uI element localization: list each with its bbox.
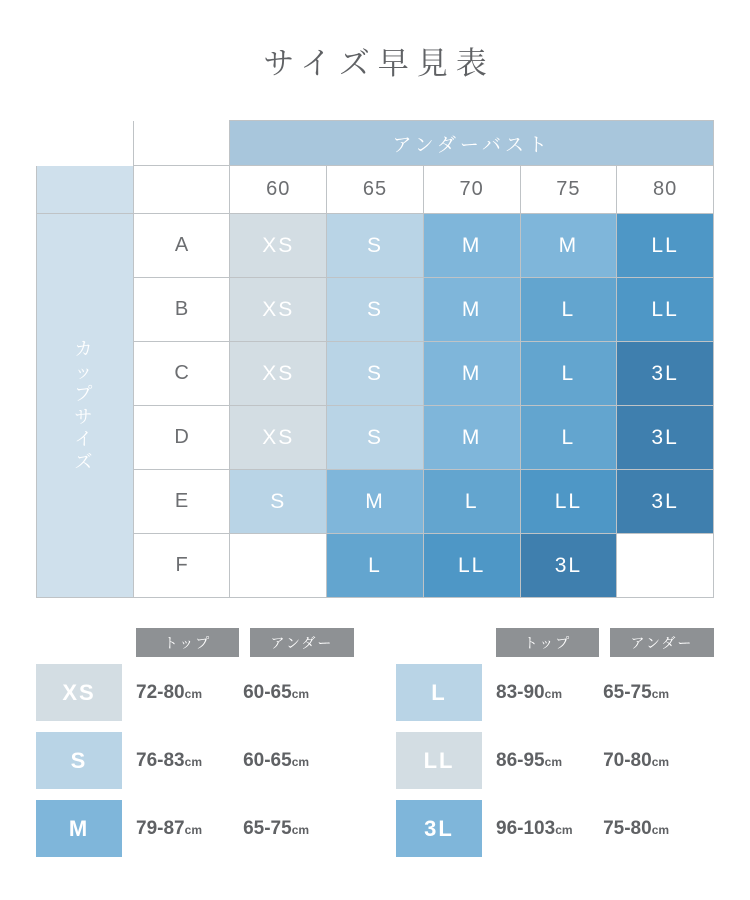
cup-row-C: C <box>133 342 230 406</box>
unit-label: cm <box>291 822 310 837</box>
table-row <box>37 342 714 406</box>
cell-D-80: 3L <box>617 406 714 470</box>
cup-axis-char-4: サ <box>74 406 96 427</box>
cell-B-70: M <box>423 278 520 342</box>
underbust-60: 60 <box>230 166 327 214</box>
cell-C-65: S <box>327 342 424 406</box>
legend-top-value-l: 83-90 <box>496 681 545 703</box>
table-row <box>37 406 714 470</box>
legend-under-s <box>243 750 354 772</box>
legend-top-l <box>492 682 603 704</box>
cell-A-80: LL <box>617 214 714 278</box>
legend-under-3l <box>603 818 714 840</box>
cell-F-65: L <box>327 534 424 598</box>
legend-badge-3l: 3L <box>396 800 482 857</box>
cup-axis-char-6: ズ <box>74 451 96 472</box>
cup-axis-char-1: カ <box>74 339 96 359</box>
cell-C-70: M <box>423 342 520 406</box>
cell-E-80: 3L <box>617 470 714 534</box>
list-item <box>396 800 714 857</box>
unit-label: cm <box>184 822 202 837</box>
cell-B-75: L <box>520 278 617 342</box>
list-item <box>36 732 354 789</box>
legend-header-top-left: トップ <box>136 628 239 657</box>
legend-under-value-ll: 70-80 <box>603 749 652 771</box>
legend-column-left <box>36 628 354 868</box>
cell-E-65: M <box>327 470 424 534</box>
legend-header-under-left: アンダー <box>250 628 354 657</box>
cell-A-60: XS <box>230 214 327 278</box>
corner-blank-cell-2 <box>133 121 230 166</box>
unit-label: cm <box>544 686 562 701</box>
cell-C-80: 3L <box>617 342 714 406</box>
legend-badge-l: L <box>396 664 482 721</box>
cell-B-80: LL <box>617 278 714 342</box>
table-header-row <box>37 121 714 166</box>
legend-top-value-ll: 86-95 <box>496 749 545 771</box>
unit-label: cm <box>555 822 573 837</box>
cup-axis-char-2: ッ <box>74 361 96 382</box>
underbust-70: 70 <box>423 166 520 214</box>
cell-F-80 <box>617 534 714 598</box>
underbust-80: 80 <box>617 166 714 214</box>
unit-label: cm <box>184 686 202 701</box>
unit-label: cm <box>291 754 310 769</box>
cell-A-65: S <box>327 214 424 278</box>
legend-badge-xs: XS <box>36 664 122 721</box>
legend-top-m <box>132 818 243 840</box>
cell-E-75: LL <box>520 470 617 534</box>
table-row <box>37 534 714 598</box>
legend-under-l <box>603 682 714 704</box>
cell-B-60: XS <box>230 278 327 342</box>
legend-under-value-xs: 60-65 <box>243 681 292 703</box>
cell-B-65: S <box>327 278 424 342</box>
cup-row-F: F <box>133 534 230 598</box>
legend-header-under-right: アンダー <box>610 628 714 657</box>
cell-D-65: S <box>327 406 424 470</box>
cup-axis-char-3: プ <box>74 384 96 404</box>
legend-top-value-m: 79-87 <box>136 817 185 839</box>
unit-label: cm <box>651 686 670 701</box>
legend-under-value-l: 65-75 <box>603 681 652 703</box>
legend-header-left <box>36 628 354 657</box>
cell-F-75: 3L <box>520 534 617 598</box>
cup-row-A: A <box>133 214 230 278</box>
legend-under-value-s: 60-65 <box>243 749 292 771</box>
legend-top-value-xs: 72-80 <box>136 681 185 703</box>
legend-top-ll <box>492 750 603 772</box>
cell-A-70: M <box>423 214 520 278</box>
cell-D-70: M <box>423 406 520 470</box>
cup-size-axis-label <box>37 214 134 598</box>
subheader-blank <box>133 166 230 214</box>
cup-row-B: B <box>133 278 230 342</box>
legend-under-m <box>243 818 354 840</box>
legend-column-right <box>396 628 714 868</box>
cell-A-75: M <box>520 214 617 278</box>
unit-label: cm <box>651 822 670 837</box>
legend-under-value-m: 65-75 <box>243 817 292 839</box>
corner-blank-cell <box>37 121 134 166</box>
cell-C-60: XS <box>230 342 327 406</box>
legend-badge-m: M <box>36 800 122 857</box>
unit-label: cm <box>544 754 562 769</box>
underbust-75: 75 <box>520 166 617 214</box>
cell-D-75: L <box>520 406 617 470</box>
legend-top-value-3l: 96-103 <box>496 817 556 839</box>
cup-axis-top-spacer <box>37 166 134 214</box>
unit-label: cm <box>291 686 310 701</box>
list-item <box>36 664 354 721</box>
legend-header-top-right: トップ <box>496 628 599 657</box>
legend-header-right <box>396 628 714 657</box>
cup-axis-char-5: イ <box>74 429 96 449</box>
table-subheader-row <box>37 166 714 214</box>
cell-C-75: L <box>520 342 617 406</box>
size-matrix-table <box>36 120 714 598</box>
table-row <box>37 214 714 278</box>
cell-E-60: S <box>230 470 327 534</box>
legend-under-ll <box>603 750 714 772</box>
size-legend <box>36 628 714 868</box>
cell-E-70: L <box>423 470 520 534</box>
legend-top-xs <box>132 682 243 704</box>
legend-under-value-3l: 75-80 <box>603 817 652 839</box>
legend-under-xs <box>243 682 354 704</box>
table-row <box>37 470 714 534</box>
list-item <box>396 732 714 789</box>
underbust-header: アンダーバスト <box>230 121 714 166</box>
cup-row-D: D <box>133 406 230 470</box>
list-item <box>396 664 714 721</box>
legend-top-s <box>132 750 243 772</box>
legend-badge-ll: LL <box>396 732 482 789</box>
page-title: サイズ早見表 <box>263 46 495 81</box>
cup-row-E: E <box>133 470 230 534</box>
legend-top-3l <box>492 818 603 840</box>
legend-top-value-s: 76-83 <box>136 749 185 771</box>
unit-label: cm <box>651 754 670 769</box>
underbust-65: 65 <box>327 166 424 214</box>
cell-F-70: LL <box>423 534 520 598</box>
legend-badge-s: S <box>36 732 122 789</box>
table-row <box>37 278 714 342</box>
list-item <box>36 800 354 857</box>
unit-label: cm <box>184 754 202 769</box>
cell-D-60: XS <box>230 406 327 470</box>
cell-F-60 <box>230 534 327 598</box>
